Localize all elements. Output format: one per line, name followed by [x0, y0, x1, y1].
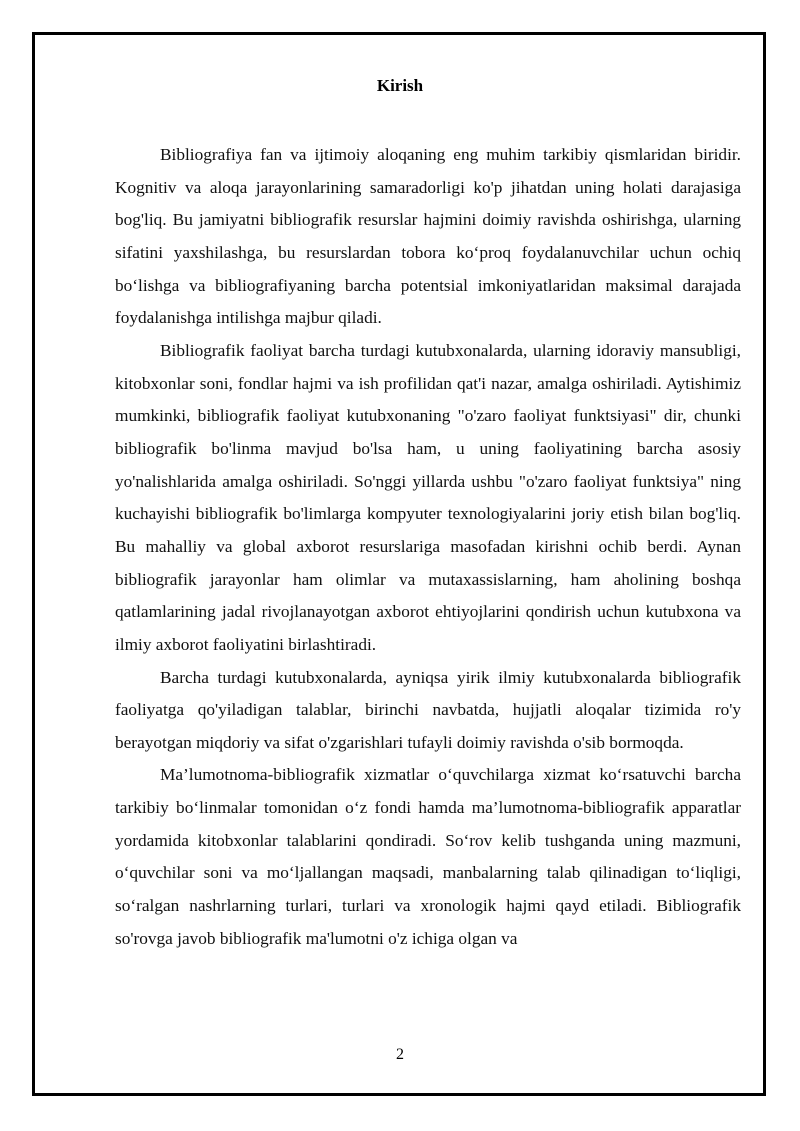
- paragraph: Bibliografiya fan va ijtimoiy aloqaning eng muhim tarkibiy qismlaridan biridir. Kognitiv va aloqa jarayonlarining samaradorligi ko'p jihatdan uning holati darajasiga bog'liq. Bu jamiyatni bibliografik resurslar hajmini doimiy ravishda oshirishga, ularning sifatini yaxshilashga, bu resurslardan tobora ko‘proq foydalanuvchilar uchun ochiq bo‘lishga va bibliografiyaning barcha potentsial imkoniyatlaridan maksimal darajada foydalanishga intilishga majbur qiladi.: [115, 145, 741, 328]
- paragraph: Ma’lumotnoma-bibliografik xizmatlar o‘quvchilarga xizmat ko‘rsatuvchi barcha tarkibiy bo‘linmalar tomonidan o‘z fondi hamda ma’lumotnoma-bibliografik apparatlar yordamida kitobxonlar talablarini qondiradi. So‘rov kelib tushganda uning mazmuni, o‘quvchilar soni va mo‘ljallangan maqsadi, manbalarning talab qilinadigan to‘liqligi, so‘ralgan nashrlarning turlari, turlari va xronologik hajmi qayd etiladi. Bibliografik so'rovga javob bibliografik ma'lumotni o'z ichiga olgan va: [115, 765, 741, 948]
- paragraph: Barcha turdagi kutubxonalarda, ayniqsa yirik ilmiy kutubxonalarda bibliografik faoliyatga qo'yiladigan talablar, birinchi navbatda, hujjatli aloqalar tizimida ro'y berayotgan miqdoriy va sifat o'zgarishlari tufayli doimiy ravishda o'sib bormoqda.: [115, 667, 741, 752]
- paragraph: Bibliografik faoliyat barcha turdagi kutubxonalarda, ularning idoraviy mansubligi, kitobxonlar soni, fondlar hajmi va ish profilidan qat'i nazar, amalga oshiriladi. Aytishimiz mumkinki, bibliografik faoliyat kutubxonaning "o'zaro faoliyat funktsiyasi" dir, chunki bibliografik bo'linma mavjud bo'lsa ham, u uning faoliyatining barcha asosiy yo'nalishlarida amalga oshiriladi. So'nggi yillarda ushbu "o'zaro faoliyat funktsiya" ning kuchayishi bibliografik bo'limlarga kompyuter texnologiyalarini joriy etish bilan bog'liq. Bu mahalliy va global axborot resurslariga masofadan kirishni ochib berdi. Aynan bibliografik jarayonlar ham olimlar va mutaxassislarning, ham aholining boshqa qatlamlarining jadal rivojlanayotgan axborot ehtiyojlarini qondirish uchun kutubxona va ilmiy axborot faoliyatini birlashtiradi.: [115, 340, 741, 654]
- page-title: Kirish: [376, 76, 424, 95]
- document-body: [115, 139, 741, 955]
- page-number: 2: [396, 1046, 404, 1063]
